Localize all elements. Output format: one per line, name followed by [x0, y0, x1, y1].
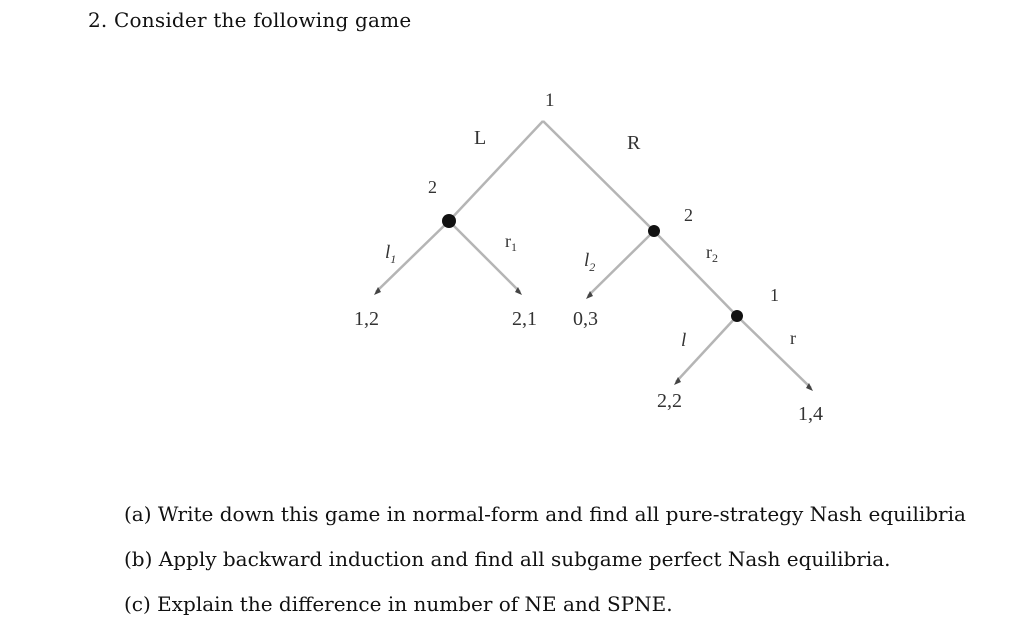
payoff-R-r2-r: 1,4 — [798, 403, 823, 425]
decision-node-left — [442, 214, 456, 228]
root-player-label: 1 — [545, 90, 555, 111]
edge-root-L — [449, 121, 543, 221]
action-label-l2-subscript: 2 — [589, 260, 596, 274]
question-number: 2. — [88, 8, 108, 32]
action-label-R: R — [627, 132, 641, 154]
payoff-R-r2-l: 2,2 — [657, 390, 682, 412]
question-part-c: (c) Explain the difference in number of NE and SPNE. — [124, 592, 673, 616]
payoff-L-l1: 1,2 — [354, 308, 379, 330]
action-label-l2: $l_2$ — [584, 250, 596, 274]
question-parts-list — [124, 492, 966, 627]
edge-right-l2 — [588, 231, 654, 296]
action-label-r1: $r_1$ — [505, 231, 517, 254]
question-prompt: Consider the following game — [114, 8, 412, 32]
action-label-r2-subscript: 2 — [712, 251, 718, 265]
action-label-r-third: r — [790, 328, 796, 348]
question-part-a: (a) Write down this game in normal-form and find all pure-strategy Nash equilibria — [124, 502, 966, 526]
payoff-L-r1: 2,1 — [512, 308, 537, 330]
payoff-R-l2: 0,3 — [573, 308, 598, 330]
decision-node-third — [731, 310, 743, 322]
right-node-player-label: 2 — [684, 205, 693, 225]
action-label-l1-subscript: 1 — [390, 252, 397, 266]
question-part-b: (b) Apply backward induction and find all subgame perfect Nash equilibria. — [124, 547, 891, 571]
action-label-l1: $l_1$ — [385, 242, 397, 266]
decision-node-right — [648, 225, 660, 237]
edge-right-r2 — [654, 231, 737, 316]
edge-third-r — [737, 316, 811, 388]
action-label-r2: $r_2$ — [706, 242, 718, 265]
third-node-player-label: 1 — [770, 285, 779, 305]
action-label-l-third: l — [681, 330, 687, 351]
action-label-r1-subscript: 1 — [511, 240, 517, 254]
action-label-L: L — [474, 127, 487, 149]
left-node-player-label: 2 — [428, 177, 437, 197]
